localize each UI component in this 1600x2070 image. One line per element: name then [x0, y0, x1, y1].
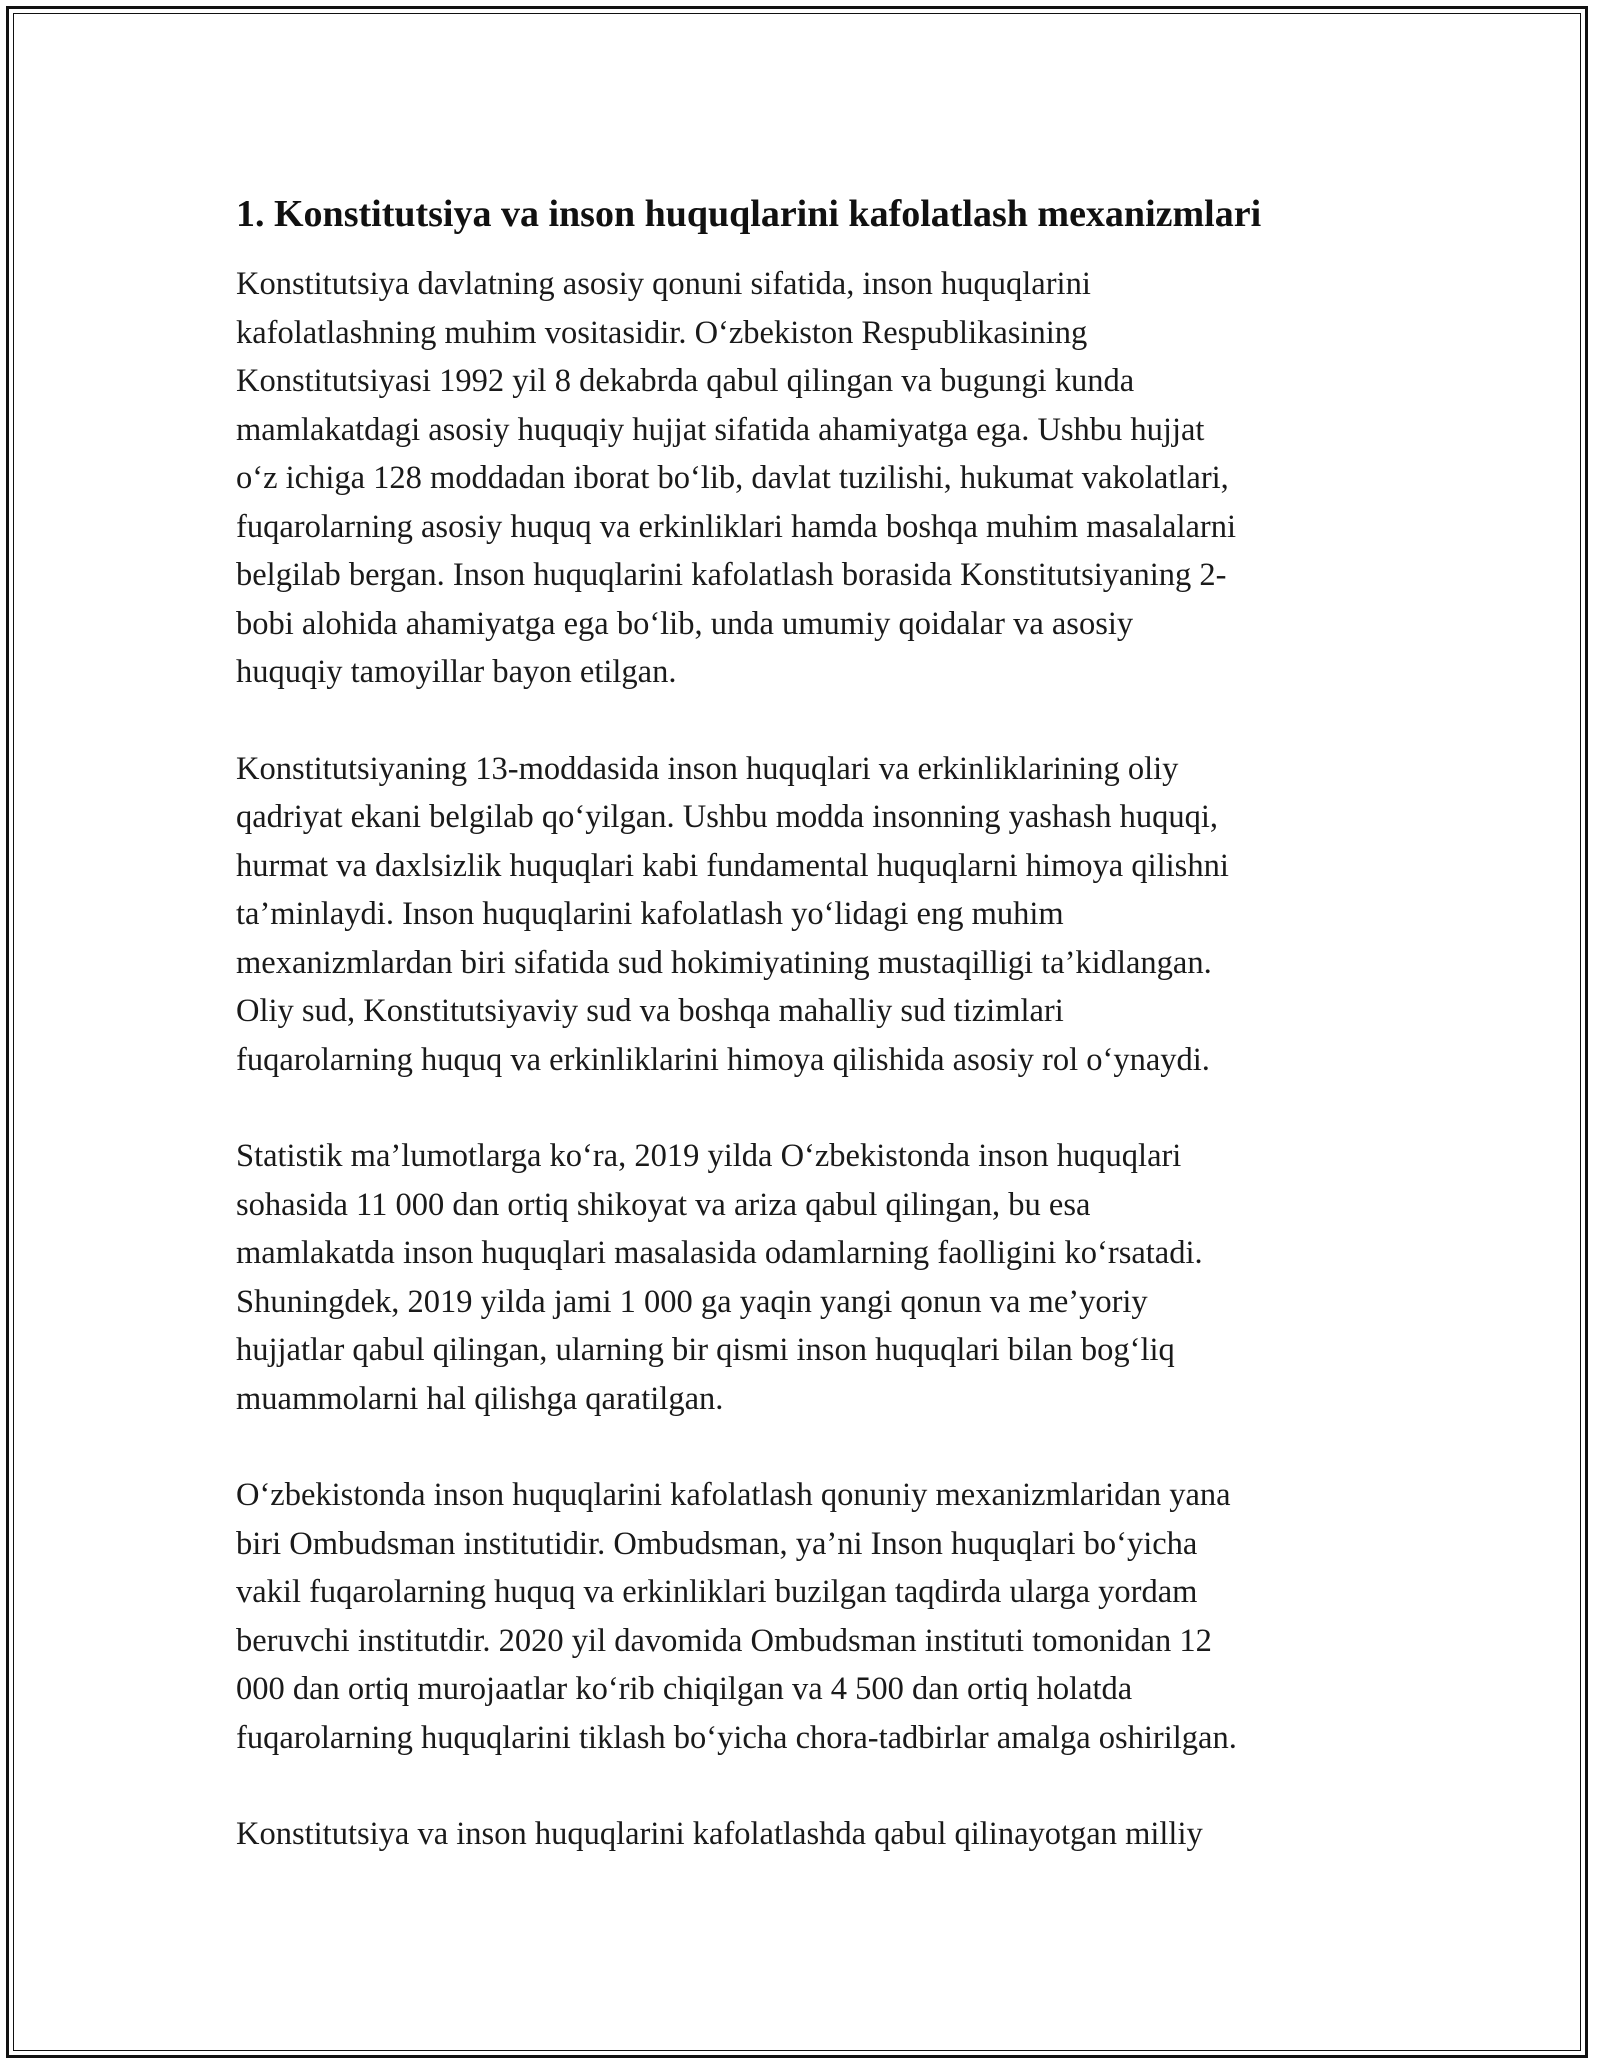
paragraph-line: huquqiy tamoyillar bayon etilgan. [236, 654, 677, 690]
document-body [236, 188, 1366, 1907]
paragraph-line: fuqarolarning asosiy huquq va erkinliklari hamda boshqa muhim masalalarni [236, 508, 1237, 545]
paragraph-line: Statistik ma’lumotlarga ko‘ra, 2019 yilda O‘zbekistonda inson huquqlari [236, 1138, 1182, 1174]
paragraph-3 [236, 1132, 1366, 1423]
section-title: 1. Konstitutsiya va inson huquqlarini kafolatlash mexanizmlari [236, 193, 1262, 235]
paragraph-line: kafolatlashning muhim vositasidir. O‘zbekiston Respublikasining [236, 314, 1088, 351]
paragraph-line: belgilab bergan. Inson huquqlarini kafolatlash borasida Konstitutsiyaning 2- [236, 557, 1227, 593]
paragraph-line: mamlakatdagi asosiy huquqiy hujjat sifatida ahamiyatga ega. Ushbu hujjat [236, 411, 1205, 448]
paragraph-line: hujjatlar qabul qilingan, ularning bir qismi inson huquqlari bilan bog‘liq [236, 1332, 1175, 1368]
paragraph-line: Shuningdek, 2019 yilda jami 1 000 ga yaqin yangi qonun va me’yoriy [236, 1283, 1148, 1320]
paragraph-line: beruvchi institutdir. 2020 yil davomida Ombudsman instituti tomonidan 12 [236, 1622, 1212, 1659]
paragraph-1 [236, 260, 1366, 697]
paragraph-line: mamlakatda inson huquqlari masalasida odamlarning faolligini ko‘rsatadi. [236, 1235, 1203, 1271]
paragraph-line: Konstitutsiya davlatning asosiy qonuni sifatida, inson huquqlarini [236, 266, 1091, 302]
paragraph-4 [236, 1471, 1366, 1762]
paragraph-line: hurmat va daxlsizlik huquqlari kabi fundamental huquqlarni himoya qilishni [236, 847, 1229, 884]
paragraph-line: ta’minlaydi. Inson huquqlarini kafolatlash yo‘lidagi eng muhim [236, 896, 1064, 932]
paragraph-line: qadriyat ekani belgilab qo‘yilgan. Ushbu modda insonning yashash huquqi, [236, 799, 1219, 835]
paragraph-line: fuqarolarning huquqlarini tiklash bo‘yicha chora-tadbirlar amalga oshirilgan. [236, 1719, 1237, 1756]
paragraph-line: Konstitutsiyasi 1992 yil 8 dekabrda qabul qilingan va bugungi kunda [236, 363, 1135, 399]
paragraph-line: fuqarolarning huquq va erkinliklarini himoya qilishida asosiy rol o‘ynaydi. [236, 1041, 1210, 1078]
paragraph-line: Oliy sud, Konstitutsiyaviy sud va boshqa mahalliy sud tizimlari [236, 993, 1064, 1029]
paragraph-line: o‘z ichiga 128 moddadan iborat bo‘lib, davlat tuzilishi, hukumat vakolatlari, [236, 460, 1229, 496]
paragraph-line: muammolarni hal qilishga qaratilgan. [236, 1380, 724, 1417]
paragraph-line: vakil fuqarolarning huquq va erkinliklari buzilgan taqdirda ularga yordam [236, 1574, 1198, 1610]
paragraph-line: bobi alohida ahamiyatga ega bo‘lib, unda umumiy qoidalar va asosiy [236, 605, 1134, 642]
paragraph-line: biri Ombudsman institutidir. Ombudsman, ya’ni Inson huquqlari bo‘yicha [236, 1525, 1198, 1562]
paragraph-line: Konstitutsiya va inson huquqlarini kafolatlashda qabul qilinayotgan milliy [236, 1816, 1203, 1852]
paragraph-2 [236, 745, 1366, 1085]
paragraph-line: O‘zbekistonda inson huquqlarini kafolatlash qonuniy mexanizmlaridan yana [236, 1477, 1231, 1513]
paragraph-line: 000 dan ortiq murojaatlar ko‘rib chiqilgan va 4 500 dan ortiq holatda [236, 1671, 1133, 1707]
paragraph-line: Konstitutsiyaning 13-moddasida inson huquqlari va erkinliklarining oliy [236, 750, 1179, 787]
paragraph-5 [236, 1810, 1366, 1859]
paragraph-line: mexanizmlardan biri sifatida sud hokimiyatining mustaqilligi ta’kidlangan. [236, 944, 1212, 981]
paragraph-line: sohasida 11 000 dan ortiq shikoyat va ariza qabul qilingan, bu esa [236, 1186, 1091, 1223]
